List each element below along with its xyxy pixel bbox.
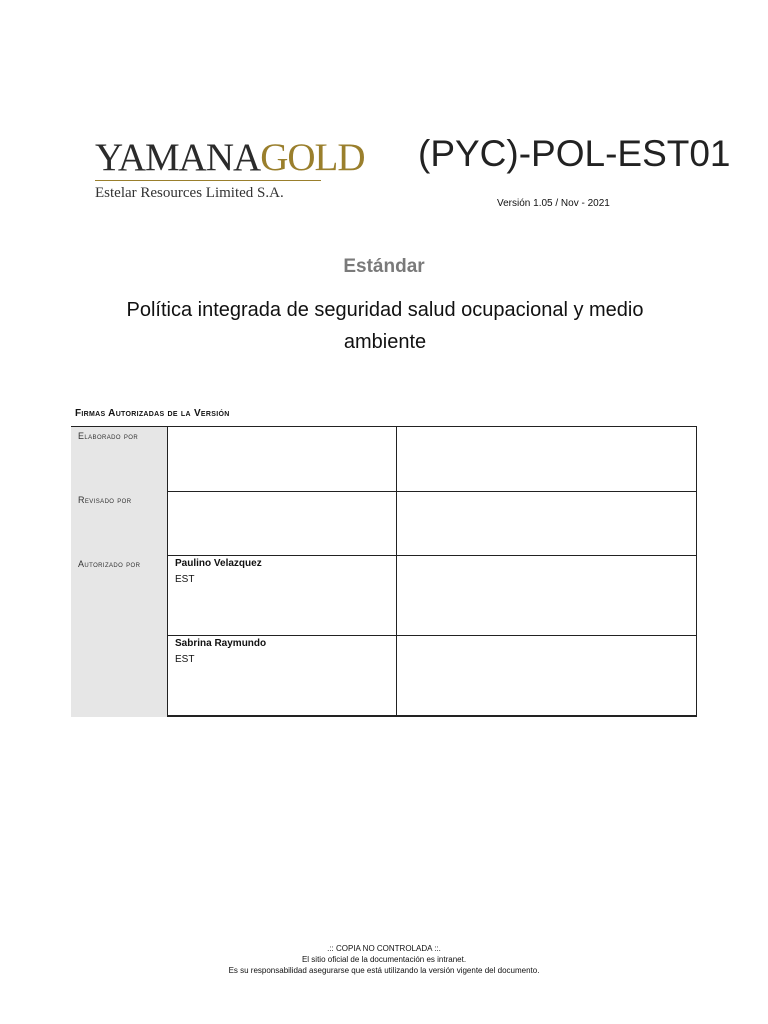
cell-revisado-name bbox=[167, 491, 397, 556]
cell-revisado-signature bbox=[396, 491, 697, 556]
page-footer bbox=[0, 943, 768, 976]
label-elaborado-por: Elaborado por bbox=[78, 431, 139, 441]
signatures-table bbox=[71, 426, 697, 717]
cell-elaborado-name bbox=[167, 426, 397, 492]
footer-copy-notice: .:: COPIA NO CONTROLADA ::. bbox=[327, 944, 441, 953]
authorizer-role: EST bbox=[175, 654, 195, 665]
authorizer-name: Sabrina Raymundo bbox=[175, 638, 267, 649]
cell-autorizado-1-name bbox=[167, 555, 397, 636]
label-revisado-por: Revisado por bbox=[78, 495, 132, 505]
logo-wordmark-gold: GOLD bbox=[260, 136, 365, 179]
cell-autorizado-2-signature bbox=[396, 635, 697, 716]
authorizer-role: EST bbox=[175, 574, 195, 585]
logo-wordmark-yamana: YAMANA bbox=[95, 136, 261, 179]
label-autorizado-por: Autorizado por bbox=[78, 559, 141, 569]
document-code: (PYC)-POL-EST01 bbox=[418, 133, 731, 174]
cell-autorizado-1-signature bbox=[396, 555, 697, 636]
company-logo bbox=[95, 136, 365, 202]
signatures-label-column bbox=[71, 426, 167, 717]
signatures-heading: Firmas Autorizadas de la Versión bbox=[75, 408, 230, 419]
footer-intranet-notice: El sitio oficial de la documentación es intranet. bbox=[301, 955, 467, 964]
footer-responsibility-notice: Es su responsabilidad asegurarse que está utilizando la versión vigente del documento. bbox=[228, 966, 540, 975]
document-type: Estándar bbox=[343, 256, 425, 277]
logo-wordmark bbox=[95, 136, 365, 179]
cell-autorizado-2-name bbox=[167, 635, 397, 716]
logo-subtitle: Estelar Resources Limited S.A. bbox=[95, 185, 284, 201]
document-version: Versión 1.05 / Nov - 2021 bbox=[497, 198, 610, 209]
logo-divider bbox=[95, 180, 321, 181]
document-title: Política integrada de seguridad salud ocupacional y medio ambiente bbox=[126, 299, 644, 353]
cell-elaborado-signature bbox=[396, 426, 697, 492]
authorizer-name: Paulino Velazquez bbox=[175, 558, 262, 569]
